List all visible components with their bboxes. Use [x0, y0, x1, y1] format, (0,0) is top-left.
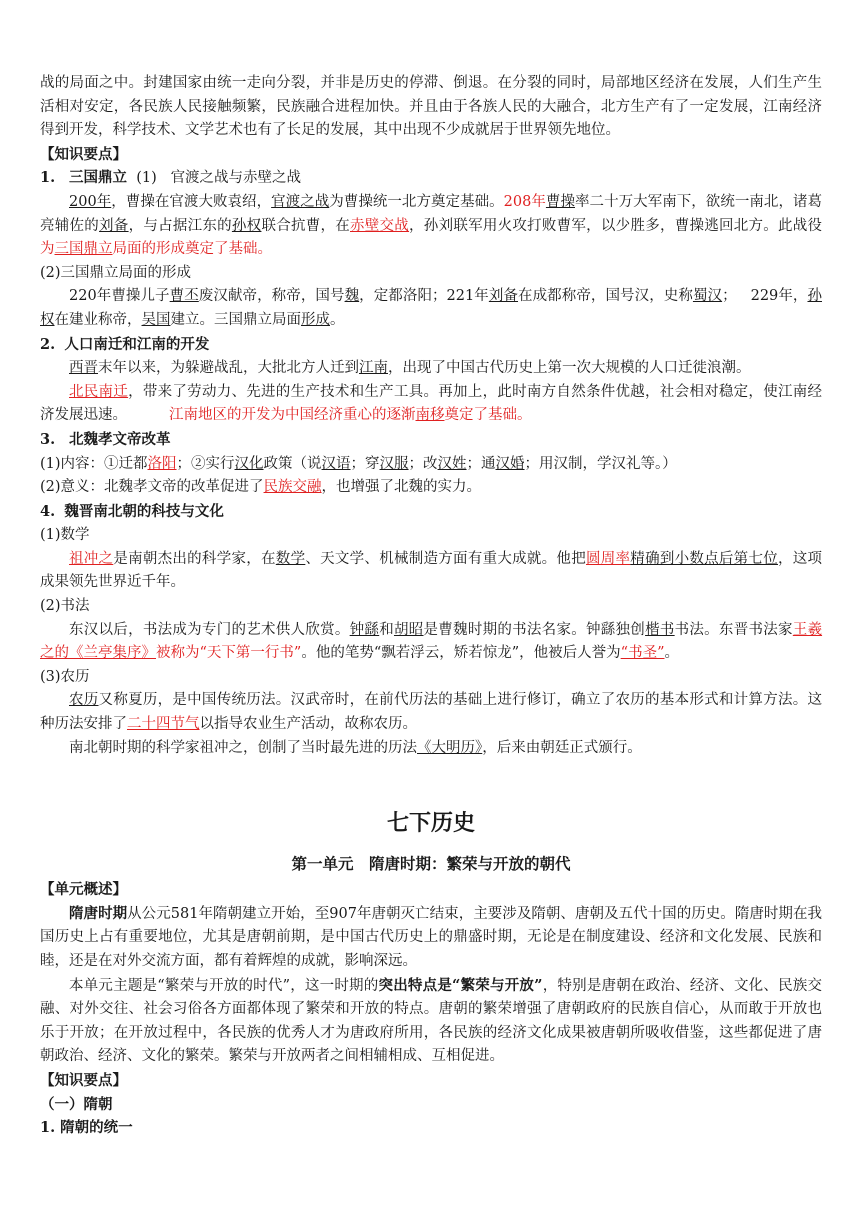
section-3-content: (1)内容：①迁都洛阳；②实行汉化政策（说汉语；穿汉服；改汉姓；通汉婚；用汉制，学汉礼等。） — [40, 455, 677, 472]
intro-paragraph: 战的局面之中。封建国家由统一走向分裂，并非是历史的停滞、倒退。在分裂的同时，局部地区经济在发展，人们生产生活相对安定，各民族人民接触频繁，民族融合进程加快。并且由于各族人民的大融合，北方生产有了一定发展，江南经济得到开发，科学技术、文学艺术也有了长足的发展，其中出现不少成就居于世界领先地位。 — [40, 75, 822, 139]
section-3-significance: (2)意义：北魏孝文帝的改革促进了民族交融，也增强了北魏的实力。 — [40, 479, 482, 496]
calligraphy-heading: (2)书法 — [40, 598, 90, 615]
section-3-heading: 3. 北魏孝文帝改革 — [40, 430, 171, 448]
unit-overview-paragraph-1: 隋唐时期从公元581年隋朝建立开始，至907年唐朝灭亡结束，主要涉及隋朝、唐朝及五代十国的历史。隋唐时期在我国历史上占有重要地位，尤其是唐朝前期，是中国古代历史上的鼎盛时期，无论是在制度建设、经济和文化发展、民族和睦，还是在对外交流方面，都有着辉煌的成就，影响深远。 — [40, 904, 822, 969]
sui-unification-heading: 1. 隋朝的统一 — [40, 1119, 133, 1137]
calendar-paragraph: 农历又称夏历，是中国传统历法。汉武帝时，在前代历法的基础上进行修订，确立了农历的基本形式和计算方法。这种历法安排了二十四节气以指导农业生产活动，故称农历。 — [40, 692, 823, 733]
unit-knowledge-heading: 【知识要点】 — [40, 1071, 127, 1089]
math-paragraph: 祖冲之是南朝杰出的科学家，在数学、天文学、机械制造方面有重大成就。他把圆周率精确到小数点后第七位，这项成果领先世界近千年。 — [40, 550, 823, 591]
section-1-heading: 1. 三国鼎立 (1) 官渡之战与赤壁之战 — [40, 169, 302, 187]
calendar-heading: (3)农历 — [40, 668, 90, 685]
knowledge-points-heading: 【知识要点】 — [40, 145, 127, 163]
section-2-paragraph-1: 西晋末年以来，为躲避战乱，大批北方人迁到江南，出现了中国古代历史上第一次大规模的人口迁徙浪潮。 — [69, 360, 751, 377]
calendar-paragraph-2: 南北朝时期的科学家祖冲之，创制了当时最先进的历法《大明历》，后来由朝廷正式颁行。 — [69, 739, 642, 756]
unit-title: 第一单元 隋唐时期：繁荣与开放的朝代 — [291, 854, 571, 874]
section-1-paragraph-2: 220年曹操儿子曹丕废汉献帝，称帝，国号魏，定都洛阳；221年刘备在成都称帝，国号汉，史称蜀汉； 229年，孙权在建业称帝，吴国建立。三国鼎立局面形成。 — [40, 288, 822, 328]
section-2-heading: 2. 人口南迁和江南的开发 — [40, 335, 210, 353]
section-1-sub-2-heading: (2)三国鼎立局面的形成 — [40, 264, 192, 281]
unit-overview-paragraph-2: 本单元主题是“繁荣与开放的时代”，这一时期的突出特点是“繁荣与开放”，特别是唐朝在政治、经济、文化、民族交融、对外交往、社会习俗各方面都体现了繁荣和开放的特点。唐朝的繁荣增强了唐朝政府的民族自信心，从而敢于开放也乐于开放；在开放过程中，各民族的优秀人才为唐政府所用，各民族的经济文化成果被唐朝所吸收借鉴，这些都促进了唐朝政治、经济、文化的繁荣。繁荣与开放两者之间相辅相成、互相促进。 — [40, 976, 823, 1065]
section-1-paragraph-1: 200年，曹操在官渡大败袁绍，官渡之战为曹操统一北方奠定基础。208年曹操率二十万大军南下，欲统一南北，诸葛亮辅佐的刘备，与占据江东的孙权联合抗曹，在赤壁交战，孙刘联军用火攻打败曹军，以少胜多，曹操逃回北方。此战役为三国鼎立局面的形成奠定了基础。 — [40, 193, 823, 258]
section-2-paragraph-2: 北民南迁，带来了劳动力、先进的生产技术和生产工具。再加上，此时南方自然条件优越，社会相对稳定，使江南经济发展迅速。 江南地区的开发为中国经济重心的逐渐南移奠定了基础。 — [40, 383, 823, 424]
calligraphy-paragraph: 东汉以后，书法成为专门的艺术供人欣赏。钟繇和胡昭是曹魏时期的书法名家。钟繇独创楷书书法。东晋书法家王羲之的《兰亭集序》被称为“天下第一行书”。他的笔势“飘若浮云，矫若惊龙”，他被后人誉为“书圣”。 — [40, 621, 823, 662]
document-page — [40, 72, 822, 1140]
book-title: 七下历史 — [386, 810, 475, 837]
sui-section-heading: （一）隋朝 — [40, 1095, 113, 1113]
section-4-heading: 4. 魏晋南北朝的科技与文化 — [40, 502, 224, 520]
unit-overview-heading: 【单元概述】 — [40, 881, 127, 899]
math-heading: (1)数学 — [40, 527, 90, 544]
